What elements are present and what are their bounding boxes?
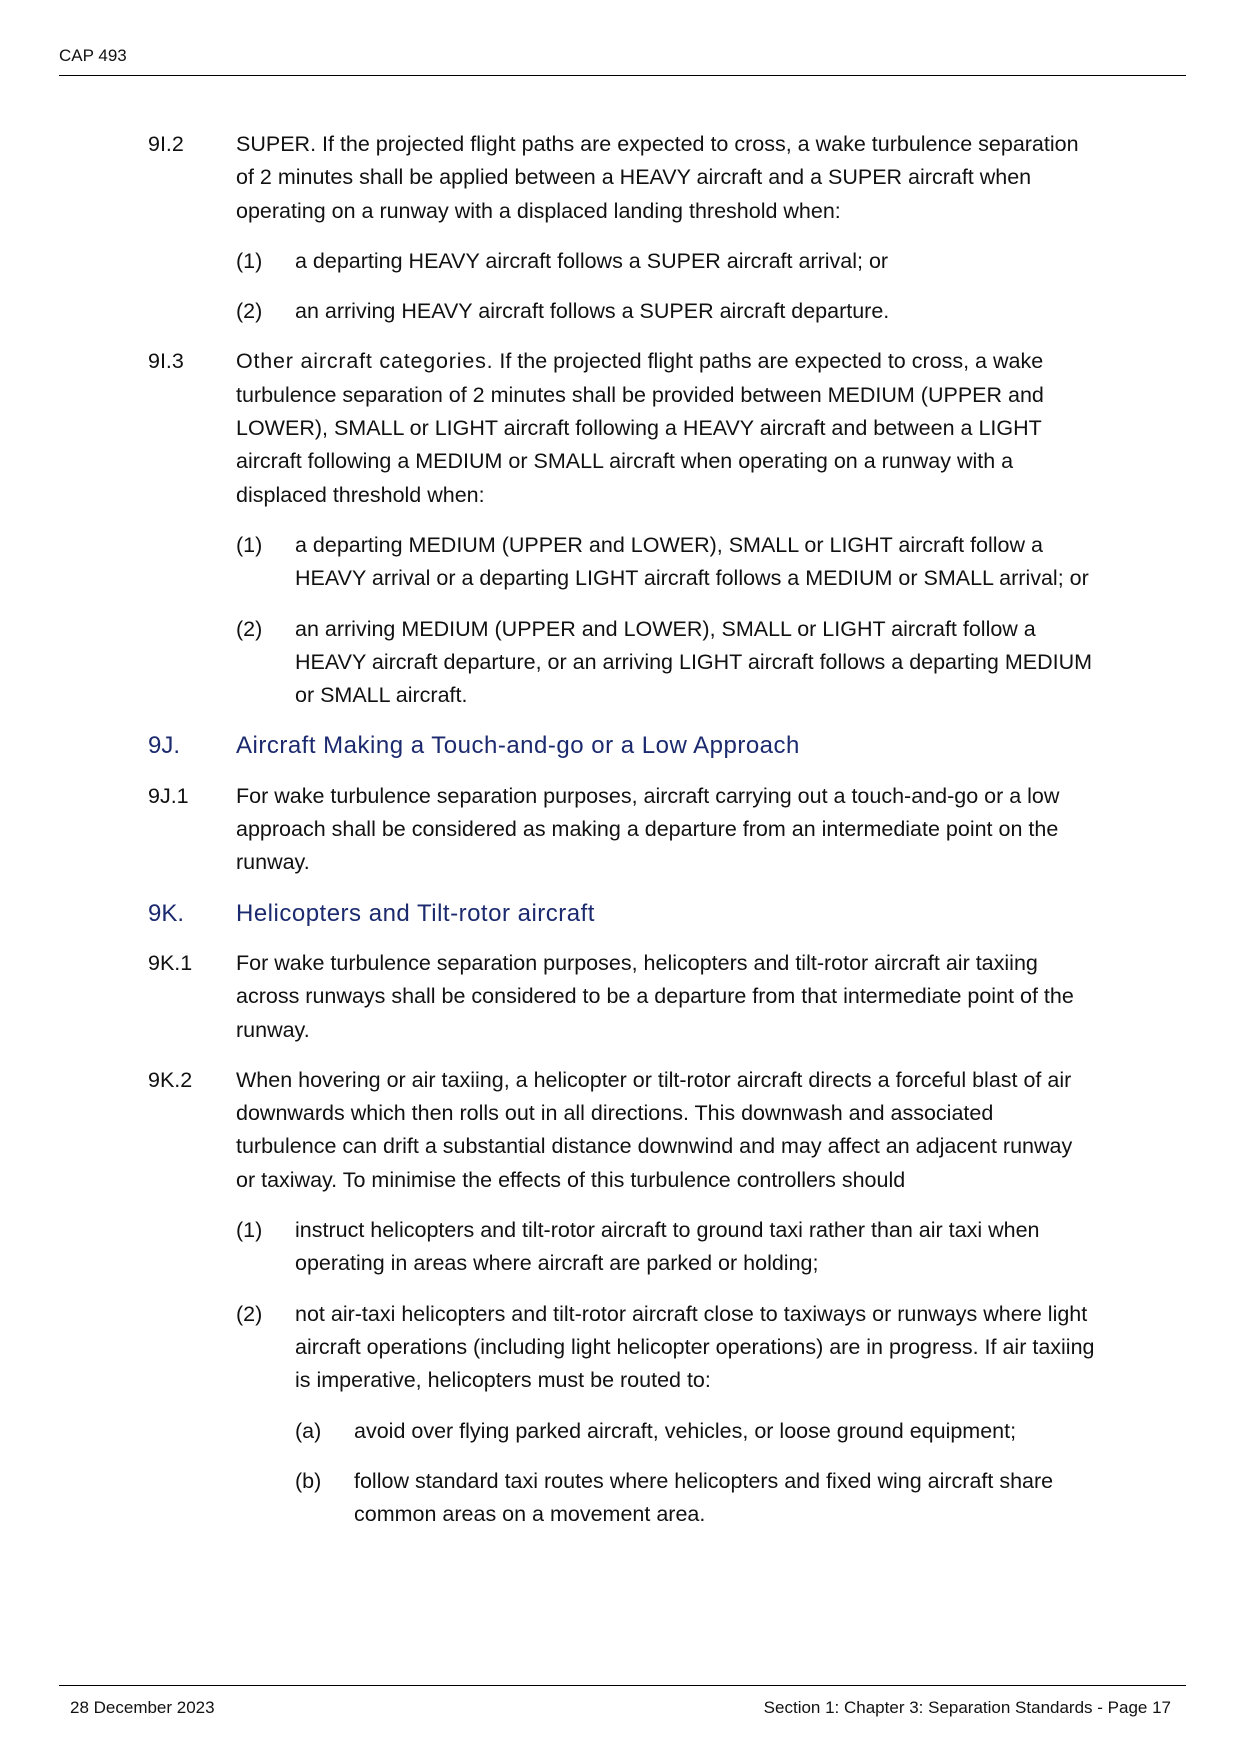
list-item-label: (2) <box>236 1301 263 1326</box>
sub-list-item <box>0 1465 1241 1532</box>
paragraph-number: 9K.1 <box>148 950 193 975</box>
list-item-text: not air-taxi helicopters and tilt-rotor aircraft close to taxiways or runways where light aircraft operations (including light helicopter operations) are in progress. If air taxiing is imperative, helicopters must be routed to: <box>295 1301 1095 1393</box>
list-item-text: a departing MEDIUM (UPPER and LOWER), SMALL or LIGHT aircraft follow a HEAVY arrival or a departing LIGHT aircraft follows a MEDIUM or SMALL arrival; or <box>295 532 1089 591</box>
list-item-text: an arriving MEDIUM (UPPER and LOWER), SMALL or LIGHT aircraft follow a HEAVY aircraft departure, or an arriving LIGHT aircraft follows a departing MEDIUM or SMALL aircraft. <box>295 616 1093 708</box>
list-item-label: (1) <box>236 248 263 273</box>
paragraph-number: 9J.1 <box>148 783 189 808</box>
list-item <box>0 1298 1241 1398</box>
paragraph-9K1 <box>0 947 1241 1047</box>
list-item-text: instruct helicopters and tilt-rotor aircraft to ground taxi rather than air taxi when operating in areas where aircraft are parked or holding; <box>295 1218 1040 1276</box>
footer-divider <box>59 1685 1186 1686</box>
paragraph-9J1 <box>0 780 1241 880</box>
paragraph-9K2 <box>0 1064 1241 1197</box>
section-number: 9J. <box>148 732 181 760</box>
sub-list-item-text: avoid over flying parked aircraft, vehicles, or loose ground equipment; <box>354 1418 1017 1443</box>
footer-section: Section 1: Chapter 3: Separation Standards - Page 17 <box>763 1698 1171 1717</box>
paragraph-lead: Other aircraft categories. <box>236 349 494 374</box>
list-item-label: (1) <box>236 532 263 557</box>
list-item <box>0 1214 1241 1281</box>
list-item-label: (1) <box>236 1218 263 1243</box>
paragraph-9I2 <box>0 128 1241 228</box>
section-title: Helicopters and Tilt-rotor aircraft <box>236 899 595 927</box>
paragraph-text: SUPER. If the projected flight paths are expected to cross, a wake turbulence separation of 2 minutes shall be applied between a HEAVY aircraft and a SUPER aircraft when operating on a runway with a displaced landing threshold when: <box>236 132 1079 223</box>
sub-list-item-label: (b) <box>295 1468 322 1493</box>
page-content <box>0 128 1241 1548</box>
sub-list-item-text: follow standard taxi routes where helicopters and fixed wing aircraft share common areas on a movement area. <box>354 1468 1054 1527</box>
list-item <box>0 295 1241 328</box>
sub-list-item-label: (a) <box>295 1418 322 1443</box>
paragraph-body: If the projected flight paths are expected to cross, a wake turbulence separation of 2 minutes shall be provided between MEDIUM (UPPER and LOWER), SMALL or LIGHT aircraft following a HEAVY aircraft and between a LIGHT aircraft following a MEDIUM or SMALL aircraft when operating on a runway with a displaced threshold when: <box>236 349 1044 507</box>
header-divider <box>59 75 1186 76</box>
list-item-label: (2) <box>236 299 263 324</box>
paragraph-number: 9I.3 <box>148 349 184 374</box>
section-heading-9K <box>0 897 1241 930</box>
paragraph-9I3 <box>0 345 1241 511</box>
list-item <box>0 245 1241 278</box>
document-id: CAP 493 <box>59 46 127 65</box>
paragraph-text: For wake turbulence separation purposes, aircraft carrying out a touch-and-go or a low approach shall be considered as making a departure from an intermediate point on the runway. <box>236 783 1060 875</box>
footer-date: 28 December 2023 <box>70 1698 215 1717</box>
sub-list-item <box>0 1415 1241 1448</box>
paragraph-text <box>236 345 1096 511</box>
list-item-text: a departing HEAVY aircraft follows a SUPER aircraft arrival; or <box>295 248 889 273</box>
paragraph-text: When hovering or air taxiing, a helicopter or tilt-rotor aircraft directs a forceful blast of air downwards which then rolls out in all directions. This downwash and associated turbulence can drift a substantial distance downwind and may affect an adjacent runway or taxiway. To minimise the effects of this turbulence controllers should <box>236 1067 1073 1192</box>
list-item-label: (2) <box>236 616 263 641</box>
paragraph-text: For wake turbulence separation purposes, helicopters and tilt-rotor aircraft air taxiing across runways shall be considered to be a departure from that intermediate point of the runway. <box>236 950 1074 1042</box>
list-item-text: an arriving HEAVY aircraft follows a SUPER aircraft departure. <box>295 299 890 324</box>
paragraph-number: 9K.2 <box>148 1067 193 1092</box>
list-item <box>0 529 1241 596</box>
section-heading-9J <box>0 729 1241 762</box>
section-title: Aircraft Making a Touch-and-go or a Low Approach <box>236 732 800 760</box>
list-item <box>0 613 1241 713</box>
section-number: 9K. <box>148 899 185 927</box>
paragraph-number: 9I.2 <box>148 132 184 156</box>
